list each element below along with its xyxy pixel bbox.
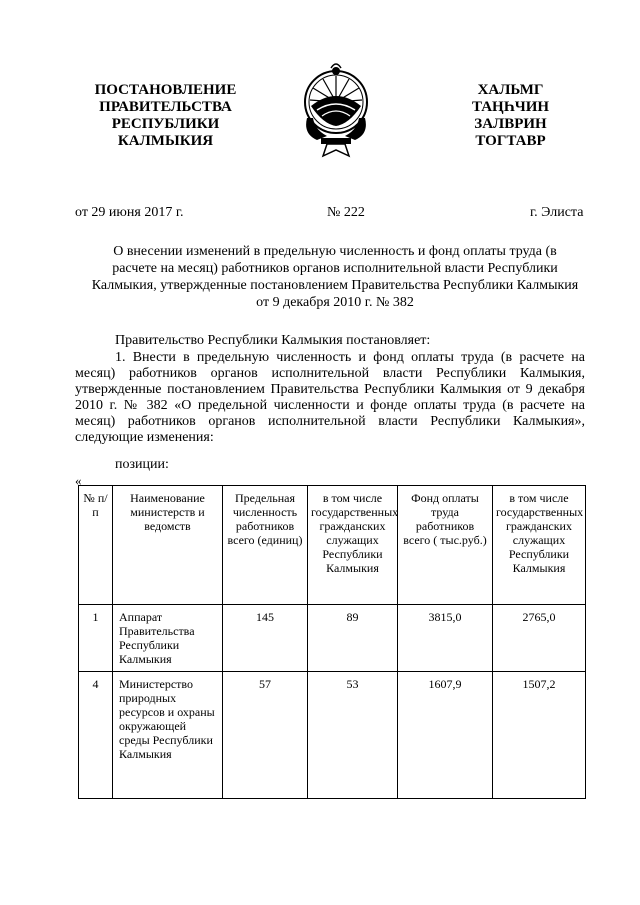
- table-cell: 53: [308, 672, 398, 799]
- table-cell: 2765,0: [493, 605, 586, 672]
- positions-label: позиции:: [115, 457, 169, 472]
- header-right-line: ЗАЛВРИН: [474, 116, 547, 132]
- table-row: [79, 672, 586, 799]
- table-cell: 57: [223, 672, 308, 799]
- table-header-cell: в том числе государственных гражданских служащих Республики Калмыкия: [308, 486, 398, 605]
- document-date: от 29 июня 2017 г.: [75, 205, 184, 220]
- header-right-line: ТОГТАВР: [475, 133, 546, 149]
- table-header-row: [79, 486, 586, 605]
- table-cell: 145: [223, 605, 308, 672]
- table-header-cell: Фонд оплаты труда работников всего ( тыс.руб.): [398, 486, 493, 605]
- opening-quote: «: [75, 473, 82, 488]
- table-header-cell: Предельная численность работников всего (единиц): [223, 486, 308, 605]
- header-right-line: ТАҢҺЧИН: [471, 99, 550, 115]
- header-left-line: ПРАВИТЕЛЬСТВА: [99, 99, 232, 115]
- table-header-cell: в том числе государственных гражданских служащих Республики Калмыкия: [493, 486, 586, 605]
- header-right-title: [448, 82, 573, 150]
- table-header-cell: № п/п: [79, 486, 113, 605]
- table-row: [79, 605, 586, 672]
- table-cell: Аппарат Правительства Республики Калмыкия: [113, 605, 223, 672]
- document-city: г. Элиста: [530, 205, 584, 220]
- document-title: О внесении изменений в предельную численность и фонд оплаты труда (в расчете на месяц) работников органов исполнительной власти Республики Калмыкия, утвержденные постановлением Правительства Республики Калмыкия от 9 декабря 2010 г. № 382: [91, 244, 579, 310]
- table-cell: 3815,0: [398, 605, 493, 672]
- staffing-table: [78, 485, 586, 799]
- header-left-title: [78, 82, 253, 150]
- body-paragraph-text: 1. Внести в предельную численность и фонд оплаты труда (в расчете на месяц) работников органов исполнительной власти Республики Калмыкия, утвержденные постановлением Правительства Республики Калмыкия от 9 декабря 2010 г. № 382 «О предельной численности и фонде оплаты труда (в расчете на месяц) работников органов исполнительной власти Республики Калмыкия», следующие изменения:: [75, 350, 585, 445]
- table-cell: 1607,9: [398, 672, 493, 799]
- body-paragraph: [75, 350, 585, 446]
- header-left-line: ПОСТАНОВЛЕНИЕ: [94, 82, 237, 98]
- kalmykia-emblem-icon: [297, 60, 375, 160]
- header-left-line: РЕСПУБЛИКИ: [111, 116, 220, 132]
- table-cell: 1: [79, 605, 113, 672]
- header-left-line: КАЛМЫКИЯ: [117, 133, 214, 149]
- table-cell: 1507,2: [493, 672, 586, 799]
- document-number: № 222: [327, 205, 365, 220]
- intro-paragraph: Правительство Республики Калмыкия постановляет:: [115, 333, 431, 348]
- header-right-line: ХАЛЬМГ: [477, 82, 544, 98]
- table-cell: 89: [308, 605, 398, 672]
- table-cell: Министерство природных ресурсов и охраны окружающей среды Республики Калмыкия: [113, 672, 223, 799]
- table-cell: 4: [79, 672, 113, 799]
- table-header-cell: Наименование министерств и ведомств: [113, 486, 223, 605]
